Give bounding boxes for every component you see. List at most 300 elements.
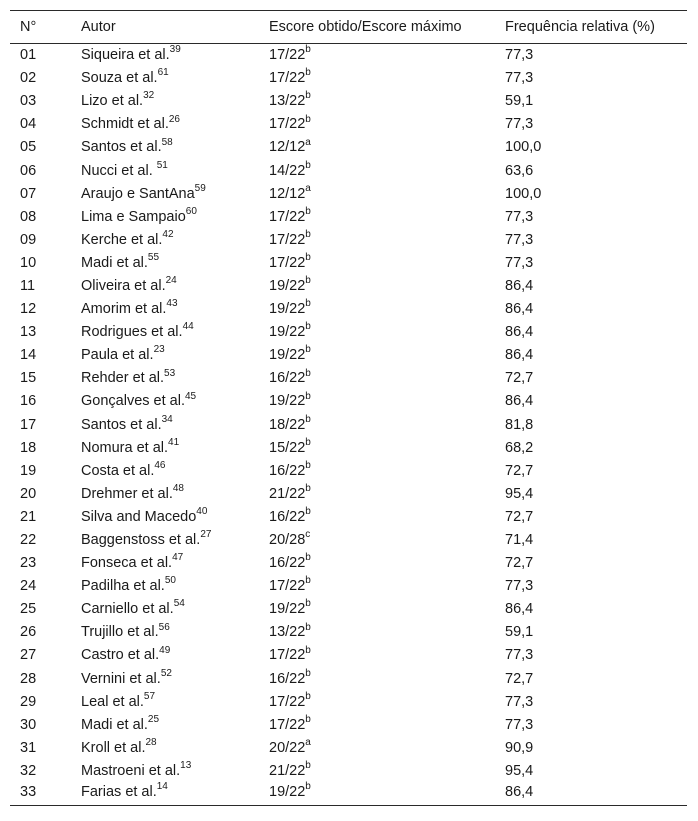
table-row (10, 159, 687, 182)
reference-number: 57 (143, 690, 156, 702)
score-value: 17/22 (269, 47, 306, 64)
score-footnote-mark: b (305, 344, 311, 356)
table-row (10, 505, 687, 528)
row-frequency: 90,9 (505, 739, 534, 756)
score-footnote-mark: b (305, 390, 311, 402)
row-number: 15 (20, 370, 37, 387)
score-value: 19/22 (269, 324, 306, 341)
score-footnote-mark: b (305, 552, 311, 564)
row-frequency: 86,4 (505, 601, 534, 618)
row-score-cell (269, 159, 505, 182)
reference-number: 48 (172, 483, 184, 494)
row-author-cell (81, 690, 269, 713)
table-row (10, 298, 687, 321)
row-author-cell (81, 575, 269, 598)
row-score-cell (269, 67, 505, 90)
row-frequency: 77,3 (505, 70, 534, 87)
row-score-cell (269, 321, 505, 344)
row-frequency: 95,4 (505, 762, 534, 779)
table-row (10, 390, 687, 413)
score-value: 21/22 (269, 762, 306, 779)
row-frequency: 77,3 (505, 647, 534, 664)
row-score-cell (269, 182, 505, 205)
author-name: Lima e Sampaio (81, 208, 186, 225)
table-row (10, 736, 687, 759)
row-frequency: 59,1 (505, 93, 534, 110)
reference-number: 49 (159, 644, 171, 656)
score-value: 19/22 (269, 301, 306, 318)
row-number: 27 (20, 647, 37, 664)
row-number: 17 (20, 416, 37, 433)
table-row (10, 575, 687, 598)
score-value: 19/22 (269, 347, 306, 364)
score-footnote-mark: b (305, 760, 311, 772)
author-name: Paula et al. (81, 347, 154, 364)
row-frequency: 72,7 (505, 462, 534, 479)
row-number: 02 (20, 70, 37, 87)
score-footnote-mark: b (305, 598, 311, 610)
table-row (10, 436, 687, 459)
row-frequency: 100,0 (505, 185, 542, 202)
author-name: Silva and Macedo (81, 508, 197, 525)
table-row (10, 321, 687, 344)
row-frequency: 72,7 (505, 370, 534, 387)
table-row (10, 759, 687, 782)
row-frequency: 72,7 (505, 555, 534, 572)
row-author-cell (81, 274, 269, 297)
author-name: Kerche et al. (81, 231, 163, 248)
row-score-cell (269, 44, 505, 67)
table-row (10, 367, 687, 390)
row-number: 30 (20, 716, 37, 733)
table-row (10, 552, 687, 575)
row-author-cell (81, 459, 269, 482)
reference-number: 39 (169, 44, 181, 56)
row-number: 32 (20, 762, 37, 779)
score-value: 17/22 (269, 647, 306, 664)
row-number: 28 (20, 670, 37, 687)
row-frequency: 86,4 (505, 393, 534, 410)
table-row (10, 113, 687, 136)
row-frequency: 77,3 (505, 578, 534, 595)
row-frequency: 59,1 (505, 624, 534, 641)
table-row (10, 621, 687, 644)
author-name: Vernini et al. (81, 670, 161, 687)
reference-number: 24 (165, 275, 177, 287)
score-footnote-mark: b (305, 159, 311, 171)
table-row (10, 528, 687, 551)
row-author-cell (81, 228, 269, 251)
score-value: 17/22 (269, 70, 306, 87)
table-row (10, 413, 687, 436)
author-name: Araujo e SantAna (81, 185, 195, 202)
row-author-cell (81, 182, 269, 205)
table-row (10, 136, 687, 159)
row-frequency: 100,0 (505, 139, 542, 156)
table-body (10, 44, 687, 806)
row-score-cell (269, 783, 505, 806)
row-author-cell (81, 736, 269, 759)
row-score-cell (269, 621, 505, 644)
author-name: Schmidt et al. (81, 116, 169, 133)
score-value: 17/22 (269, 116, 306, 133)
row-frequency: 72,7 (505, 508, 534, 525)
row-number: 03 (20, 93, 37, 110)
row-author-cell (81, 759, 269, 782)
score-value: 16/22 (269, 670, 306, 687)
author-name: Padilha et al. (81, 578, 165, 595)
score-footnote-mark: b (305, 713, 311, 725)
reference-number: 60 (185, 205, 197, 217)
author-name: Nucci et al. (81, 162, 157, 179)
row-author-cell (81, 67, 269, 90)
row-frequency: 86,4 (505, 347, 534, 364)
row-score-cell (269, 390, 505, 413)
row-author-cell (81, 528, 269, 551)
table-row (10, 251, 687, 274)
reference-number: 34 (161, 413, 173, 425)
score-footnote-mark: b (305, 690, 311, 702)
score-footnote-mark: b (305, 113, 311, 125)
row-score-cell (269, 667, 505, 690)
author-name: Kroll et al. (81, 739, 146, 756)
score-value: 17/22 (269, 254, 306, 271)
row-number: 16 (20, 393, 37, 410)
score-value: 20/22 (269, 739, 306, 756)
score-footnote-mark: b (305, 321, 311, 333)
score-footnote-mark: a (305, 737, 311, 749)
table-row (10, 182, 687, 205)
row-score-cell (269, 136, 505, 159)
row-score-cell (269, 736, 505, 759)
row-number: 29 (20, 693, 37, 710)
table-row (10, 713, 687, 736)
score-footnote-mark: b (305, 506, 311, 518)
row-score-cell (269, 90, 505, 113)
score-value: 19/22 (269, 601, 306, 618)
score-value: 16/22 (269, 555, 306, 572)
table-container (10, 10, 687, 806)
score-footnote-mark: b (305, 367, 311, 379)
score-footnote-mark: b (305, 205, 311, 217)
row-frequency: 77,3 (505, 693, 534, 710)
row-frequency: 72,7 (505, 670, 534, 687)
author-name: Carniello et al. (81, 601, 174, 618)
quality-score-table (10, 10, 687, 806)
score-value: 19/22 (269, 784, 306, 801)
row-author-cell (81, 713, 269, 736)
score-footnote-mark: b (305, 575, 311, 587)
row-author-cell (81, 367, 269, 390)
score-value: 21/22 (269, 485, 306, 502)
table-row (10, 667, 687, 690)
score-footnote-mark: b (305, 90, 311, 102)
table-row (10, 598, 687, 621)
row-number: 05 (20, 139, 37, 156)
author-name: Baggenstoss et al. (81, 532, 201, 549)
score-value: 16/22 (269, 370, 306, 387)
score-footnote-mark: c (305, 529, 311, 541)
score-value: 18/22 (269, 416, 306, 433)
author-name: Rodrigues et al. (81, 324, 183, 341)
score-value: 12/12 (269, 139, 306, 156)
author-name: Trujillo et al. (81, 624, 159, 641)
header-row (10, 11, 687, 44)
row-author-cell (81, 482, 269, 505)
row-score-cell (269, 459, 505, 482)
row-number: 04 (20, 116, 37, 133)
reference-number: 50 (164, 575, 176, 587)
score-value: 19/22 (269, 277, 306, 294)
author-name: Castro et al. (81, 647, 160, 664)
row-score-cell (269, 759, 505, 782)
author-name: Lizo et al. (81, 93, 144, 110)
table-row (10, 482, 687, 505)
table-row (10, 67, 687, 90)
score-footnote-mark: b (305, 275, 311, 287)
score-footnote-mark: b (305, 298, 311, 310)
author-name: Souza et al. (81, 70, 158, 87)
reference-number: 14 (156, 781, 168, 793)
row-author-cell (81, 344, 269, 367)
table-header (10, 11, 687, 44)
row-score-cell (269, 274, 505, 297)
reference-number: 58 (161, 136, 173, 148)
author-name: Farias et al. (81, 784, 157, 801)
row-author-cell (81, 113, 269, 136)
author-name: Amorim et al. (81, 301, 167, 318)
row-score-cell (269, 644, 505, 667)
reference-number: 28 (145, 737, 157, 749)
score-value: 19/22 (269, 393, 306, 410)
row-author-cell (81, 598, 269, 621)
row-score-cell (269, 436, 505, 459)
reference-number: 61 (157, 67, 169, 79)
author-name: Santos et al. (81, 416, 162, 433)
score-value: 17/22 (269, 578, 306, 595)
author-name: Madi et al. (81, 254, 148, 271)
table-row (10, 205, 687, 228)
reference-number: 55 (147, 252, 160, 264)
table-row (10, 459, 687, 482)
reference-number: 42 (162, 228, 174, 240)
row-author-cell (81, 783, 269, 806)
row-score-cell (269, 575, 505, 598)
row-frequency: 95,4 (505, 485, 534, 502)
row-author-cell (81, 44, 269, 67)
row-score-cell (269, 298, 505, 321)
row-frequency: 86,4 (505, 301, 534, 318)
row-score-cell (269, 205, 505, 228)
row-number: 19 (20, 462, 37, 479)
row-number: 24 (20, 578, 37, 595)
row-score-cell (269, 113, 505, 136)
row-number: 10 (20, 254, 37, 271)
row-frequency: 86,4 (505, 324, 534, 341)
author-name: Leal et al. (81, 693, 144, 710)
row-author-cell (81, 505, 269, 528)
score-footnote-mark: b (305, 67, 311, 79)
row-author-cell (81, 644, 269, 667)
table-row (10, 690, 687, 713)
row-number: 26 (20, 624, 37, 641)
score-value: 17/22 (269, 231, 306, 248)
row-author-cell (81, 159, 269, 182)
reference-number: 44 (182, 321, 194, 333)
row-number: 31 (20, 739, 37, 756)
row-author-cell (81, 413, 269, 436)
table-row (10, 783, 687, 806)
reference-number: 40 (196, 506, 208, 518)
row-author-cell (81, 436, 269, 459)
row-author-cell (81, 136, 269, 159)
row-score-cell (269, 228, 505, 251)
row-score-cell (269, 552, 505, 575)
table-row (10, 44, 687, 67)
row-frequency: 77,3 (505, 716, 534, 733)
score-footnote-mark: b (305, 459, 311, 471)
header-number: N° (20, 19, 37, 35)
row-number: 09 (20, 231, 37, 248)
score-footnote-mark: b (305, 413, 311, 425)
score-footnote-mark: b (305, 667, 311, 679)
row-number: 25 (20, 601, 37, 618)
row-number: 14 (20, 347, 37, 364)
row-score-cell (269, 690, 505, 713)
score-footnote-mark: b (305, 44, 311, 56)
row-score-cell (269, 505, 505, 528)
reference-number: 26 (168, 113, 180, 125)
row-number: 21 (20, 508, 37, 525)
author-name: Oliveira et al. (81, 277, 166, 294)
score-footnote-mark: a (305, 136, 311, 148)
reference-number: 56 (158, 621, 170, 633)
score-value: 16/22 (269, 462, 306, 479)
reference-number: 53 (164, 367, 176, 379)
score-value: 12/12 (269, 185, 306, 202)
row-number: 20 (20, 485, 37, 502)
table-row (10, 274, 687, 297)
reference-number: 52 (160, 667, 172, 679)
row-frequency: 77,3 (505, 254, 534, 271)
score-footnote-mark: b (305, 621, 311, 633)
reference-number: 32 (143, 90, 155, 102)
score-footnote-mark: a (305, 182, 311, 194)
row-author-cell (81, 390, 269, 413)
reference-number: 27 (200, 529, 212, 541)
row-author-cell (81, 321, 269, 344)
row-score-cell (269, 413, 505, 436)
row-frequency: 77,3 (505, 116, 534, 133)
row-frequency: 77,3 (505, 231, 534, 248)
header-frequency: Frequência relativa (%) (505, 19, 655, 35)
row-number: 06 (20, 162, 37, 179)
row-frequency: 77,3 (505, 47, 534, 64)
reference-number: 41 (168, 436, 180, 448)
score-value: 17/22 (269, 208, 306, 225)
score-value: 16/22 (269, 508, 306, 525)
row-score-cell (269, 344, 505, 367)
row-number: 23 (20, 555, 37, 572)
row-score-cell (269, 713, 505, 736)
row-score-cell (269, 482, 505, 505)
score-value: 13/22 (269, 624, 306, 641)
score-value: 13/22 (269, 93, 306, 110)
score-footnote-mark: b (305, 644, 311, 656)
author-name: Santos et al. (81, 139, 162, 156)
row-score-cell (269, 598, 505, 621)
author-name: Mastroeni et al. (81, 762, 181, 779)
author-name: Drehmer et al. (81, 485, 173, 502)
row-frequency: 77,3 (505, 208, 534, 225)
reference-number: 46 (154, 459, 166, 471)
reference-number: 23 (153, 344, 165, 356)
row-frequency: 68,2 (505, 439, 534, 456)
row-number: 11 (20, 277, 36, 294)
row-frequency: 63,6 (505, 162, 534, 179)
score-value: 17/22 (269, 716, 306, 733)
reference-number: 13 (180, 760, 192, 772)
author-name: Fonseca et al. (81, 555, 173, 572)
row-author-cell (81, 621, 269, 644)
score-value: 15/22 (269, 439, 306, 456)
score-footnote-mark: b (305, 252, 311, 264)
row-number: 33 (20, 784, 37, 801)
reference-number: 47 (172, 552, 184, 564)
row-author-cell (81, 90, 269, 113)
row-frequency: 86,4 (505, 277, 534, 294)
score-value: 17/22 (269, 693, 306, 710)
row-author-cell (81, 205, 269, 228)
reference-number: 54 (173, 598, 185, 610)
row-frequency: 81,8 (505, 416, 534, 433)
row-author-cell (81, 667, 269, 690)
table-row (10, 344, 687, 367)
score-footnote-mark: b (305, 483, 311, 494)
table-row (10, 644, 687, 667)
row-author-cell (81, 552, 269, 575)
reference-number: 45 (184, 390, 197, 402)
table-row (10, 228, 687, 251)
header-author: Autor (81, 19, 116, 35)
row-author-cell (81, 251, 269, 274)
reference-number: 25 (147, 713, 160, 725)
row-number: 12 (20, 301, 37, 318)
reference-number: 43 (166, 298, 178, 310)
score-value: 14/22 (269, 162, 306, 179)
author-name: Nomura et al. (81, 439, 169, 456)
row-number: 13 (20, 324, 37, 341)
reference-number: 59 (194, 182, 206, 194)
row-number: 22 (20, 532, 37, 549)
row-score-cell (269, 367, 505, 390)
score-footnote-mark: b (305, 436, 311, 448)
row-score-cell (269, 251, 505, 274)
row-number: 18 (20, 439, 37, 456)
row-frequency: 71,4 (505, 532, 534, 549)
author-name: Gonçalves et al. (81, 393, 185, 410)
header-score: Escore obtido/Escore máximo (269, 19, 462, 35)
row-number: 07 (20, 185, 37, 202)
row-score-cell (269, 528, 505, 551)
author-name: Costa et al. (81, 462, 155, 479)
author-name: Rehder et al. (81, 370, 165, 387)
row-author-cell (81, 298, 269, 321)
score-value: 20/28 (269, 532, 306, 549)
row-number: 01 (20, 47, 37, 64)
row-number: 08 (20, 208, 37, 225)
author-name: Madi et al. (81, 716, 148, 733)
